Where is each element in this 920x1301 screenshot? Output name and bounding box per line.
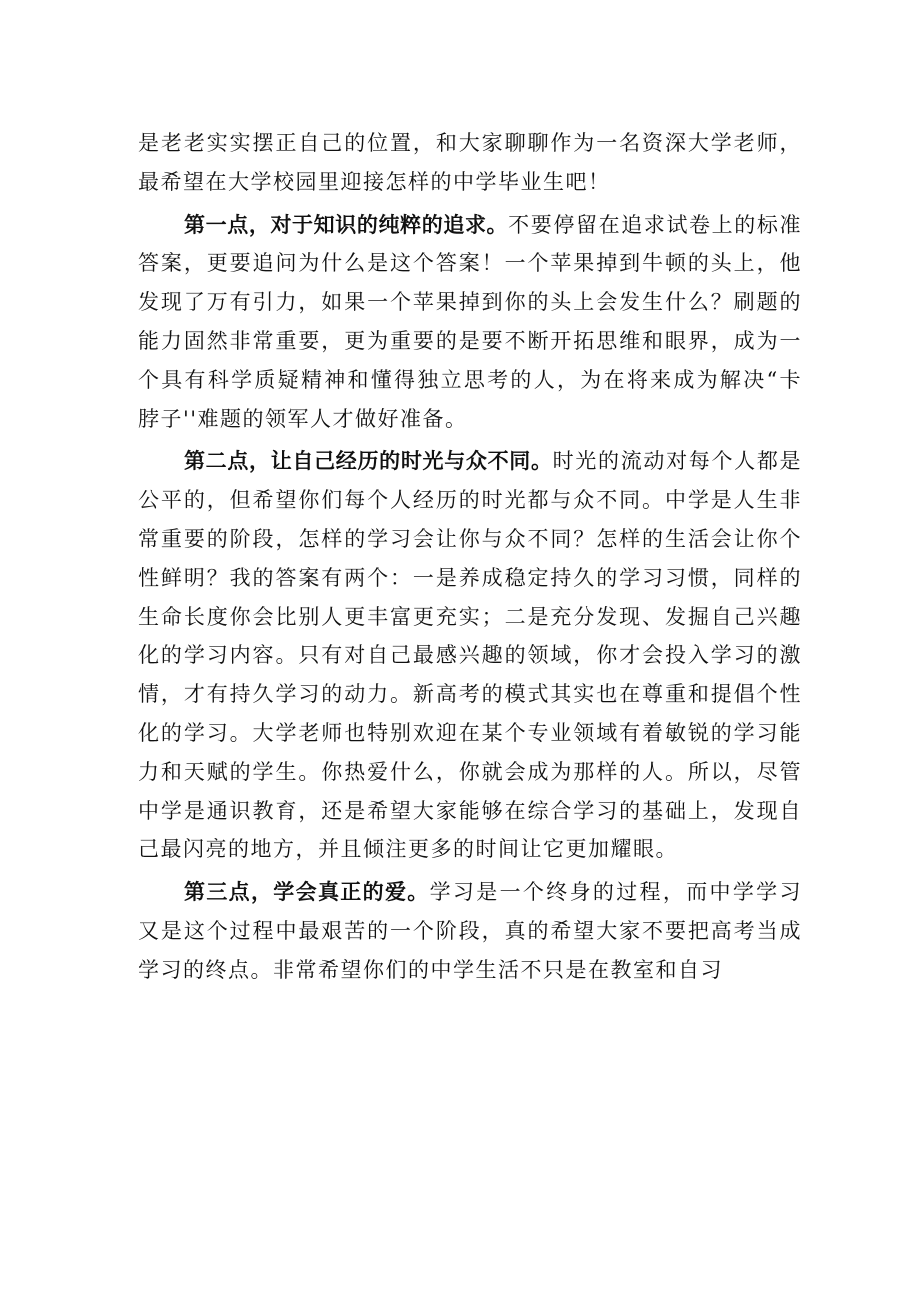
paragraph-point-three xyxy=(138,873,802,989)
paragraph-continued xyxy=(138,124,802,202)
paragraph-body: 不要停留在追求试卷上的标准答案，更要追问为什么是这个答案！一个苹果掉到牛顿的头上，他发现了万有引力，如果一个苹果掉到你的头上会发生什么？刷题的能力固然非常重要，更为重要的是要不断开拓思维和眼界，成为一个具有科学质疑精神和懂得独立思考的人，为在将来成为解决“卡脖子''难题的领军人才做好准备。 xyxy=(138,212,803,431)
paragraph-heading: 第二点，让自己经历的时光与众不同。 xyxy=(184,449,553,474)
paragraph-heading: 第一点，对于知识的纯粹的追求。 xyxy=(184,212,509,237)
paragraph-body: 是老老实实摆正自己的位置，和大家聊聊作为一名资深大学老师，最希望在大学校园里迎接怎样的中学毕业生吧！ xyxy=(138,131,802,194)
paragraph-point-two xyxy=(138,442,802,869)
paragraph-body: 时光的流动对每个人都是公平的，但希望你们每个人经历的时光都与众不同。中学是人生非常重要的阶段，怎样的学习会让你与众不同？怎样的生活会让你个性鲜明？我的答案有两个：一是养成稳定持久的学习习惯，同样的生命长度你会比别人更丰富更充实；二是充分发现、发掘自己兴趣化的学习内容。只有对自己最感兴趣的领域，你才会投入学习的激情，才有持久学习的动力。新高考的模式其实也在尊重和提倡个性化的学习。大学老师也特别欢迎在某个专业领域有着敏锐的学习能力和天赋的学生。你热爱什么，你就会成为那样的人。所以，尽管中学是通识教育，还是希望大家能够在综合学习的基础上，发现自己最闪亮的地方，并且倾注更多的时间让它更加耀眼。 xyxy=(138,449,803,862)
document-page xyxy=(138,124,802,990)
paragraph-heading: 第三点，学会真正的爱。 xyxy=(184,880,430,905)
paragraph-body: 学习是一个终身的过程，而中学学习又是这个过程中最艰苦的一个阶段，真的希望大家不要把高考当成学习的终点。非常希望你们的中学生活不只是在教室和自习 xyxy=(138,880,803,982)
paragraph-point-one xyxy=(138,206,802,439)
